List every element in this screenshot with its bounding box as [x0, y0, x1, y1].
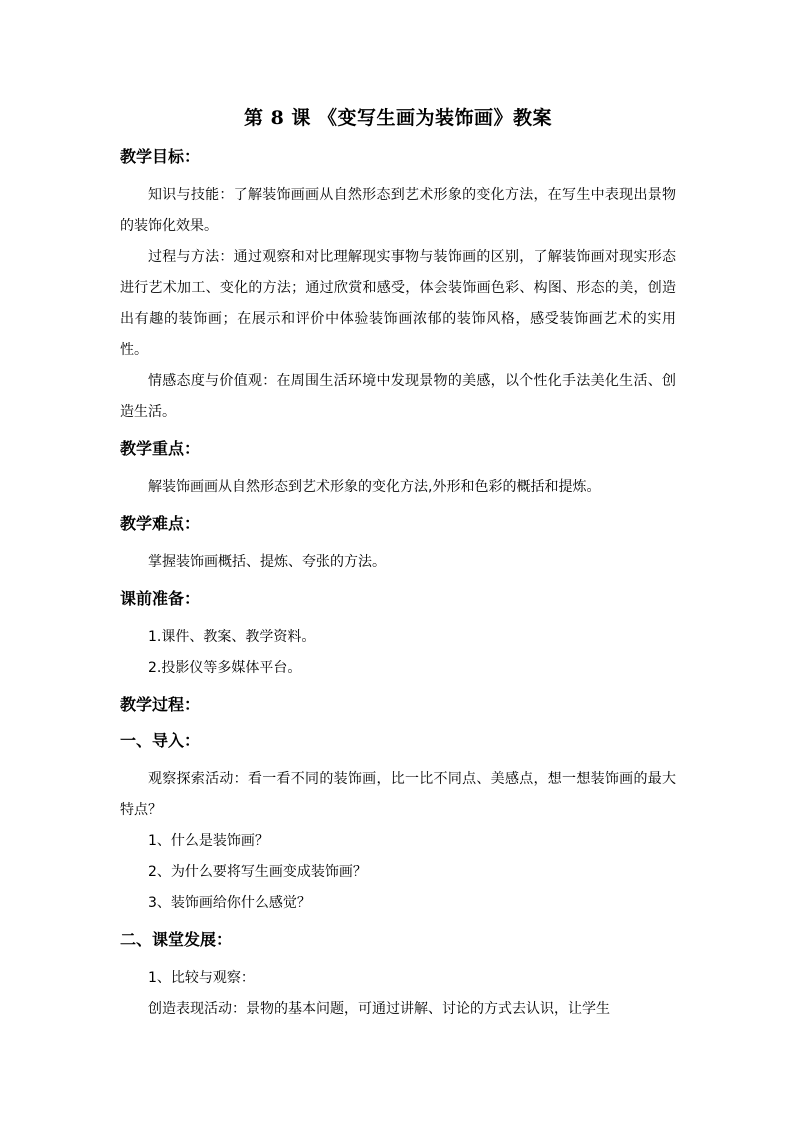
key-points-paragraph: 解装饰画画从自然形态到艺术形象的变化方法,外形和色彩的概括和提炼。	[148, 479, 601, 495]
objectives-attitude-paragraph: 情感态度与价值观：在周围生活环境中发现景物的美感，以个性化手法美化生活、创造生活。	[120, 373, 676, 420]
intro-question-item: 1、什么是装饰画？	[148, 833, 269, 849]
objectives-process-paragraph: 过程与方法：通过观察和对比理解现实事物与装饰画的区别，了解装饰画对现实形态进行艺术加工、变化的方法；通过欣赏和感受，体会装饰画色彩、构图、形态的美，创造出有趣的装饰画；在展示和评价中体验装饰画浓郁的装饰风格，感受装饰画艺术的实用性。	[120, 249, 676, 358]
intro-question-item: 3、装饰画给你什么感觉？	[148, 895, 311, 911]
difficulties-paragraph: 掌握装饰画概括、提炼、夸张的方法。	[148, 554, 386, 570]
development-heading: 二、课堂发展：	[120, 930, 233, 949]
intro-paragraph: 观察探索活动：看一看不同的装饰画，比一比不同点、美感点，想一想装饰画的最大特点？	[120, 771, 676, 818]
preparation-item: 2.投影仪等多媒体平台。	[148, 660, 302, 676]
development-item: 1、比较与观察：	[148, 970, 255, 986]
key-points-heading: 教学重点：	[120, 439, 201, 458]
preparation-heading: 课前准备：	[120, 589, 201, 608]
process-heading: 教学过程：	[120, 695, 201, 714]
objectives-heading: 教学目标：	[120, 147, 201, 166]
intro-question-item: 2、为什么要将写生画变成装饰画？	[148, 864, 367, 880]
preparation-item: 1.课件、教案、教学资料。	[148, 629, 316, 645]
intro-heading: 一、导入：	[120, 731, 201, 750]
document-title: 第 8 课 《变写生画为装饰画》教案	[243, 107, 553, 129]
objectives-knowledge-paragraph: 知识与技能：了解装饰画画从自然形态到艺术形象的变化方法，在写生中表现出景物的装饰化效果。	[120, 187, 676, 234]
difficulties-heading: 教学难点：	[120, 514, 201, 533]
development-paragraph: 创造表现活动：景物的基本问题，可通过讲解、讨论的方式去认识，让学生	[148, 1001, 610, 1017]
document-page	[120, 104, 676, 1025]
